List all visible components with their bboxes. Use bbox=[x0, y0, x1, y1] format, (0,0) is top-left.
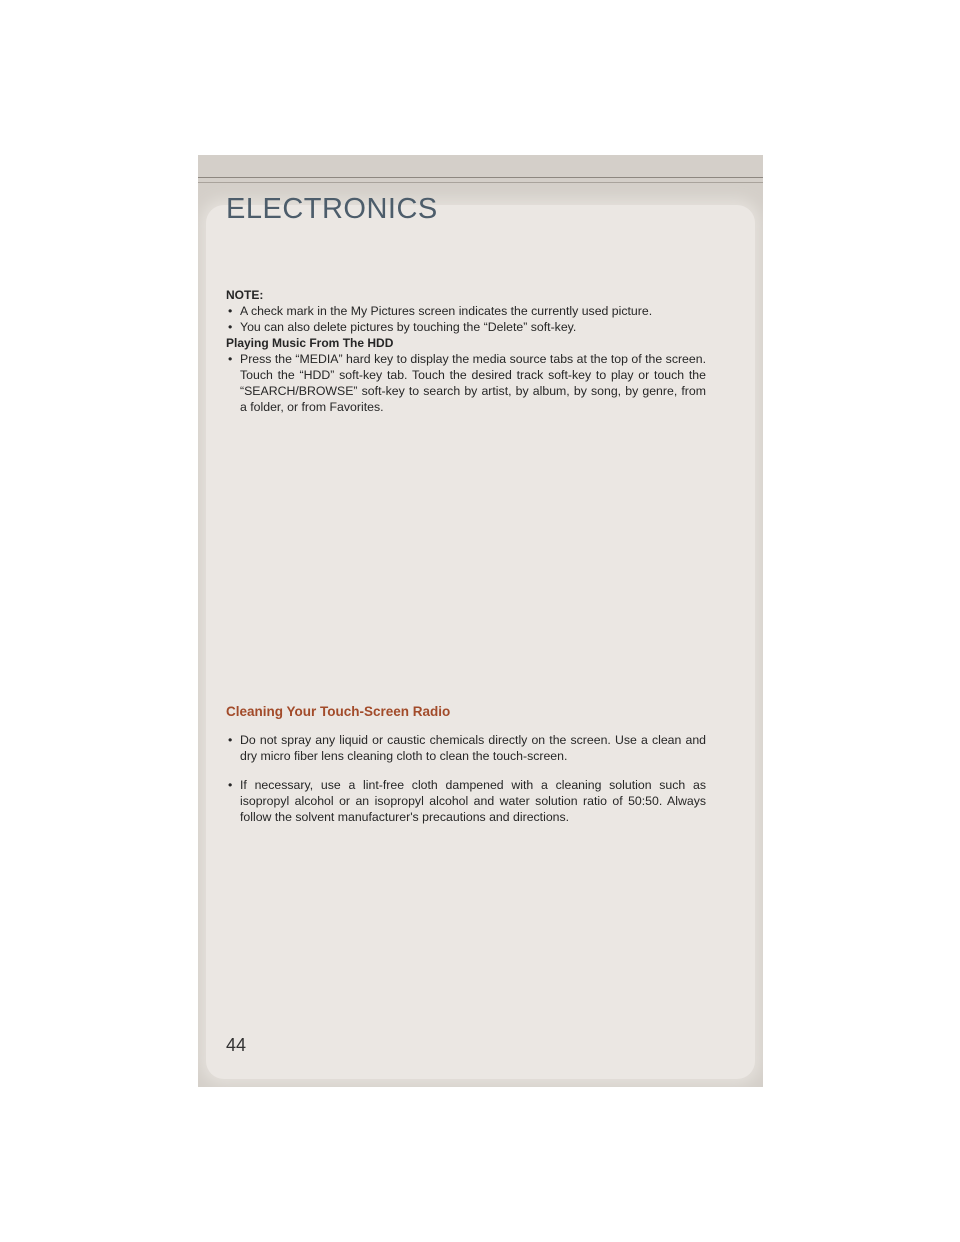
note-bullet-2: • You can also delete pictures by touching the “Delete” soft-key. bbox=[226, 319, 706, 335]
main-content bbox=[226, 287, 706, 415]
hdd-heading: Playing Music From The HDD bbox=[226, 336, 394, 350]
note-label: NOTE: bbox=[226, 288, 264, 302]
manual-page bbox=[198, 155, 763, 1087]
page-number: 44 bbox=[226, 1035, 247, 1055]
hdd-bullet-1: • Press the “MEDIA” hard key to display the media source tabs at the top of the screen. Touch the “HDD” soft-key tab. Touch the desired track soft-key to play or touch the “SEARCH/BROWSE” soft-key to search by artist, by album, by song, by genre, from a folder, or from Favorites. bbox=[226, 351, 706, 415]
header-rule bbox=[198, 177, 763, 178]
cleaning-section bbox=[226, 704, 706, 831]
section-title: ELECTRONICS bbox=[226, 193, 438, 225]
note-bullet-1: • A check mark in the My Pictures screen indicates the currently used picture. bbox=[226, 303, 706, 319]
cleaning-bullet-2: • If necessary, use a lint-free cloth dampened with a cleaning solution such as isopropyl alcohol or an isopropyl alcohol and water solution ratio of 50:50. Always follow the solvent manufacturer's precautions and directions. bbox=[226, 777, 706, 825]
header-rule-secondary bbox=[198, 182, 763, 183]
cleaning-bullet-1: • Do not spray any liquid or caustic chemicals directly on the screen. Use a clean and dry micro fiber lens cleaning cloth to clean the touch-screen. bbox=[226, 732, 706, 764]
cleaning-heading: Cleaning Your Touch-Screen Radio bbox=[226, 704, 451, 719]
